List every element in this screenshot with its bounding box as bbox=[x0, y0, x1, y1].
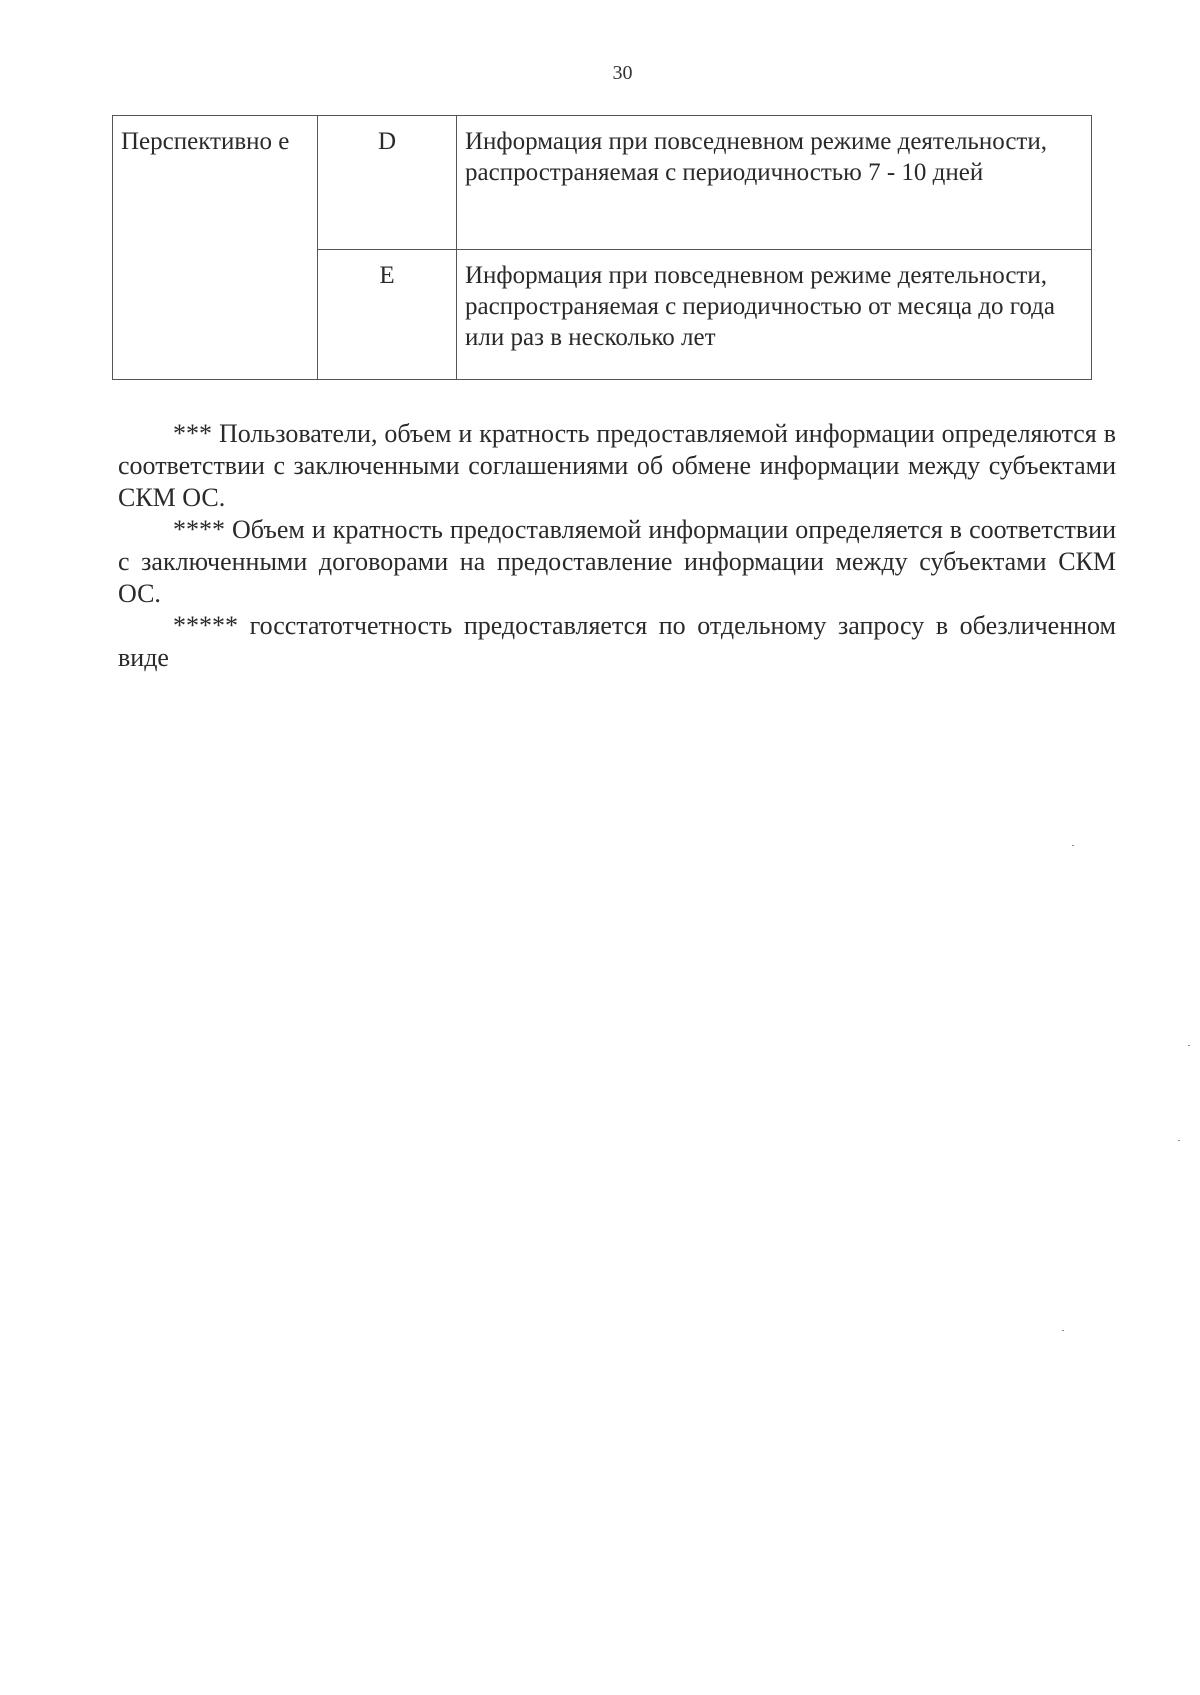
footnote-marker: ***** bbox=[173, 611, 238, 640]
scan-speck bbox=[1178, 1140, 1180, 1141]
footnote-1 bbox=[118, 418, 1116, 514]
code-cell-d: D bbox=[318, 116, 457, 250]
footnotes bbox=[118, 418, 1116, 674]
footnote-3 bbox=[118, 610, 1116, 674]
footnote-text: Пользователи, объем и кратность предоставляемой информации определяются в соответствии с заключенными соглашениями об обмене информации между субъектами СКМ ОС. bbox=[118, 419, 1116, 512]
scan-speck bbox=[1188, 1045, 1190, 1046]
code-cell-e: E bbox=[318, 250, 457, 380]
footnote-marker: **** bbox=[173, 515, 225, 544]
info-category-table bbox=[112, 115, 1092, 380]
description-cell-e: Информация при повседневном режиме деятельности, распространяемая с периодичностью от месяца до года или раз в несколько лет bbox=[457, 250, 1092, 380]
category-cell: Перспективно е bbox=[113, 116, 318, 380]
footnote-2 bbox=[118, 514, 1116, 610]
scan-speck bbox=[1072, 845, 1074, 846]
footnote-text: Объем и кратность предоставляемой информации определяется в соответствии с заключенными договорами на предоставление информации между субъектами СКМ ОС. bbox=[118, 515, 1116, 608]
page-number: 30 bbox=[612, 62, 633, 84]
footnote-text: госстатотчетность предоставляется по отдельному запросу в обезличенном виде bbox=[118, 611, 1116, 672]
footnote-marker: *** bbox=[173, 419, 212, 448]
scan-speck bbox=[1062, 1330, 1064, 1331]
description-cell-d: Информация при повседневном режиме деятельности, распространяемая с периодичностью 7 - 10 дней bbox=[457, 116, 1092, 250]
table-row-d bbox=[113, 116, 1092, 250]
